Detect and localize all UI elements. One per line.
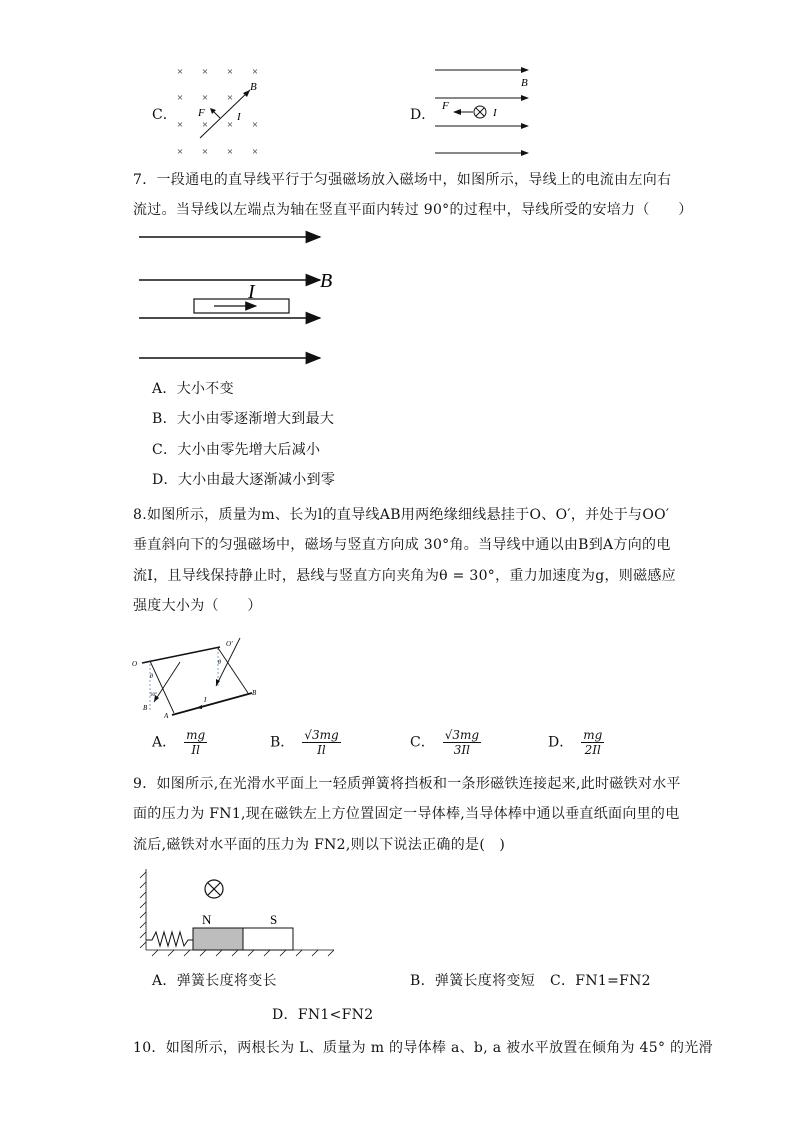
q6-d-i-label: I	[493, 107, 497, 119]
q8-angle-label: 30°	[150, 693, 157, 698]
q7-option-b: B．大小由零逐渐增大到最大	[152, 411, 335, 427]
svg-text:×: ×	[176, 66, 184, 78]
q9-text-line2: 面的压力为 FN1,现在磁铁左上方位置固定一导体棒,当导体棒中通以垂直纸面向里的电	[133, 806, 680, 822]
q9-option-c: C．FN1=FN2	[550, 973, 651, 989]
q9-text-line1: 9．如图所示,在光滑水平面上一轻质弹簧将挡板和一条形磁铁连接起来,此时磁铁对水平	[133, 776, 681, 792]
q6-option-d-label: D．	[410, 107, 436, 123]
q8-text-line1: 8.如图所示，质量为m、长为l的直导线AB用两绝缘细线悬挂于O、O′，并处于与OO′	[133, 507, 670, 523]
svg-text:×: ×	[251, 66, 259, 78]
svg-text:×: ×	[201, 66, 209, 78]
q10-text-line1: 10．如图所示，两根长为 L、质量为 m 的导体棒 a、b, a 被水平放置在倾角为 45° 的光滑	[133, 1040, 713, 1056]
q9-n-label: N	[202, 912, 212, 927]
q6-c-f-label: F	[198, 107, 205, 119]
svg-text:×: ×	[226, 92, 234, 104]
q7-text-line1: 7．一段通电的直导线平行于匀强磁场放入磁场中，如图所示，导线上的电流由左向右	[133, 172, 672, 188]
svg-text:×: ×	[226, 119, 234, 131]
svg-text:×: ×	[226, 66, 234, 78]
svg-text:×: ×	[176, 92, 184, 104]
svg-text:×: ×	[226, 146, 234, 158]
q9-text-line3: 流后,磁铁对水平面的压力为 FN2,则以下说法正确的是( )	[133, 837, 506, 853]
svg-text:×: ×	[201, 119, 209, 131]
q7-option-d: D．大小由最大逐渐减小到零	[152, 472, 336, 488]
q8-option-a: A． $\frac{mg}{Il}$	[152, 728, 206, 757]
q8-a-label: A	[164, 712, 169, 720]
q6-c-b-label: B	[250, 81, 257, 93]
svg-text:×: ×	[251, 119, 259, 131]
q7-text-line2: 流过。当导线以左端点为轴在竖直平面内转过 90°的过程中，导线所受的安培力（ ）	[133, 202, 693, 218]
q8-theta1-label: θ	[150, 674, 153, 680]
q8-option-c: C． $\frac{√3mg}{3Il}$	[410, 728, 480, 757]
q7-option-a: A．大小不变	[152, 381, 234, 397]
q6-figure-d	[430, 60, 535, 164]
q6-c-i-label: I	[237, 111, 241, 123]
q8-b2-label: B	[252, 689, 257, 697]
q8-i-label: I	[204, 696, 207, 704]
q8-text-line2: 垂直斜向下的匀强磁场中，磁场与竖直方向成 30°角。当导线中通以由B到A方向的电	[133, 537, 671, 553]
svg-text:×: ×	[201, 146, 209, 158]
q8-o2-label: O'	[226, 640, 233, 648]
q9-option-a: A．弹簧长度将变长	[152, 973, 277, 989]
svg-text:×: ×	[201, 92, 209, 104]
q8-text-line4: 强度大小为（ ）	[133, 598, 262, 614]
q8-b1-label: B	[143, 704, 148, 712]
q8-theta2-label: θ	[218, 660, 221, 666]
q8-o-label: O	[132, 660, 138, 668]
q6-d-b-label: B	[521, 77, 528, 89]
q6-d-f-label: F	[442, 100, 449, 112]
q7-option-c: C．大小由零先增大后减小	[152, 442, 321, 458]
q7-field-label: B	[320, 270, 333, 292]
q7-figure	[136, 225, 346, 367]
q9-figure	[138, 864, 338, 960]
q6-figure-c	[170, 60, 270, 164]
q8-text-line3: 流I，且导线保持静止时，悬线与竖直方向夹角为θ = 30°，重力加速度为g，则磁感应	[133, 568, 676, 584]
q8-figure	[130, 628, 270, 720]
svg-text:×: ×	[176, 146, 184, 158]
svg-text:×: ×	[251, 146, 259, 158]
q9-option-b: B．弹簧长度将变短	[410, 973, 535, 989]
q8-option-d: D． $\frac{mg}{2Il}$	[548, 728, 603, 757]
q8-option-b: B． $\frac{√3mg}{Il}$	[270, 728, 339, 757]
q9-s-label: S	[270, 912, 278, 927]
q7-current-label: I	[248, 281, 255, 303]
svg-text:×: ×	[176, 119, 184, 131]
q9-option-d: D．FN1<FN2	[272, 1007, 374, 1023]
q6-option-c-label: C．	[152, 107, 177, 123]
